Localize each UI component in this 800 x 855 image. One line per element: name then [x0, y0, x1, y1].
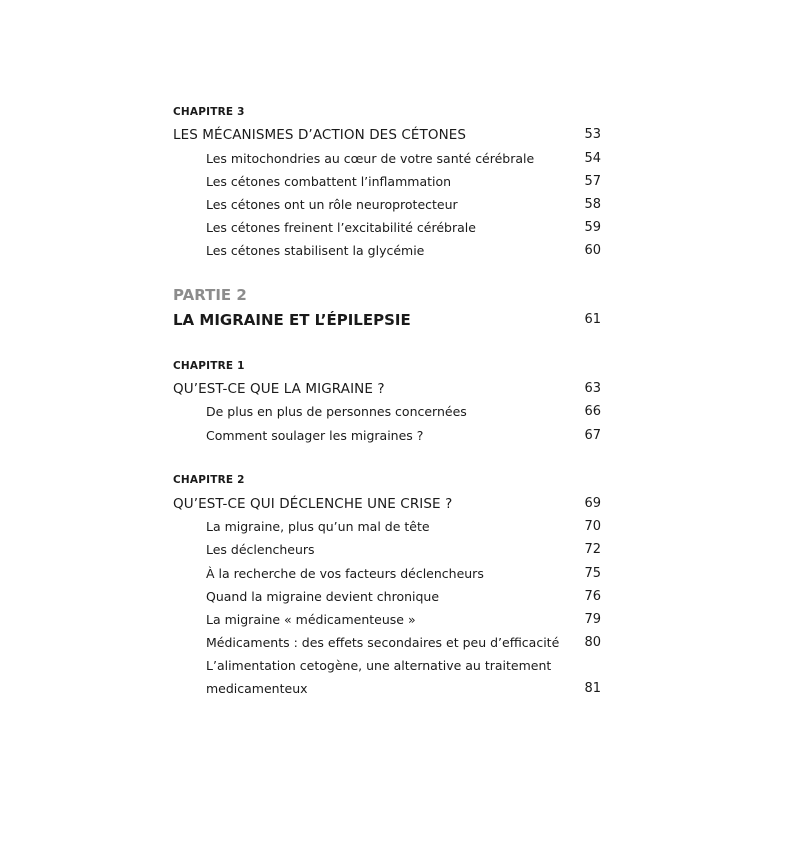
toc-entry: Les cétones combattent l’inflammation	[206, 174, 452, 189]
toc-entry: Comment soulager les migraines ?	[206, 428, 424, 443]
page-number: 69	[584, 496, 601, 511]
page-number: 75	[584, 566, 601, 581]
page-number: 67	[584, 428, 601, 443]
page-number: 58	[584, 197, 601, 212]
toc-entry: Les cétones stabilisent la glycémie	[206, 243, 425, 258]
page-number: 61	[584, 312, 601, 327]
page-number: 81	[584, 681, 601, 696]
toc-entry: À la recherche de vos facteurs déclencheurs	[206, 566, 484, 581]
toc-entry: Quand la migraine devient chronique	[206, 589, 440, 604]
page-number: 54	[584, 151, 601, 166]
toc-entry-continuation: medicamenteux	[206, 681, 308, 696]
page-number: 66	[584, 404, 601, 419]
page-number: 60	[584, 243, 601, 258]
chapter-label: CHAPITRE 2	[173, 474, 245, 486]
toc-entry: La migraine « médicamenteuse »	[206, 612, 416, 627]
page-number: 57	[584, 174, 601, 189]
part-label: PARTIE 2	[173, 286, 247, 304]
chapter-label: CHAPITRE 1	[173, 360, 245, 372]
toc-entry: Les cétones freinent l’excitabilité cérébrale	[206, 220, 476, 235]
toc-entry: De plus en plus de personnes concernées	[206, 404, 467, 419]
toc-entry: Les mitochondries au cœur de votre santé cérébrale	[206, 151, 535, 166]
page-number: 79	[584, 612, 601, 627]
page-number: 59	[584, 220, 601, 235]
page-number: 72	[584, 542, 601, 557]
chapter-label: CHAPITRE 3	[173, 106, 245, 118]
toc-entry: Les cétones ont un rôle neuroprotecteur	[206, 197, 458, 212]
toc-entry: Médicaments : des effets secondaires et peu d’efficacité	[206, 635, 560, 650]
chapter-title: QU’EST-CE QUE LA MIGRAINE ?	[173, 381, 385, 397]
toc-entry: La migraine, plus qu’un mal de tête	[206, 519, 430, 534]
page-number: 80	[584, 635, 601, 650]
page-number: 76	[584, 589, 601, 604]
toc-entry: Les déclencheurs	[206, 542, 315, 557]
page-number: 53	[584, 127, 601, 142]
page-number: 63	[584, 381, 601, 396]
part-title: LA MIGRAINE ET L’ÉPILEPSIE	[173, 311, 411, 329]
page-number: 70	[584, 519, 601, 534]
chapter-title: QU’EST-CE QUI DÉCLENCHE UNE CRISE ?	[173, 496, 453, 512]
chapter-title: LES MÉCANISMES D’ACTION DES CÉTONES	[173, 127, 467, 143]
toc-entry: L’alimentation cetogène, une alternative au traitement	[206, 658, 552, 673]
